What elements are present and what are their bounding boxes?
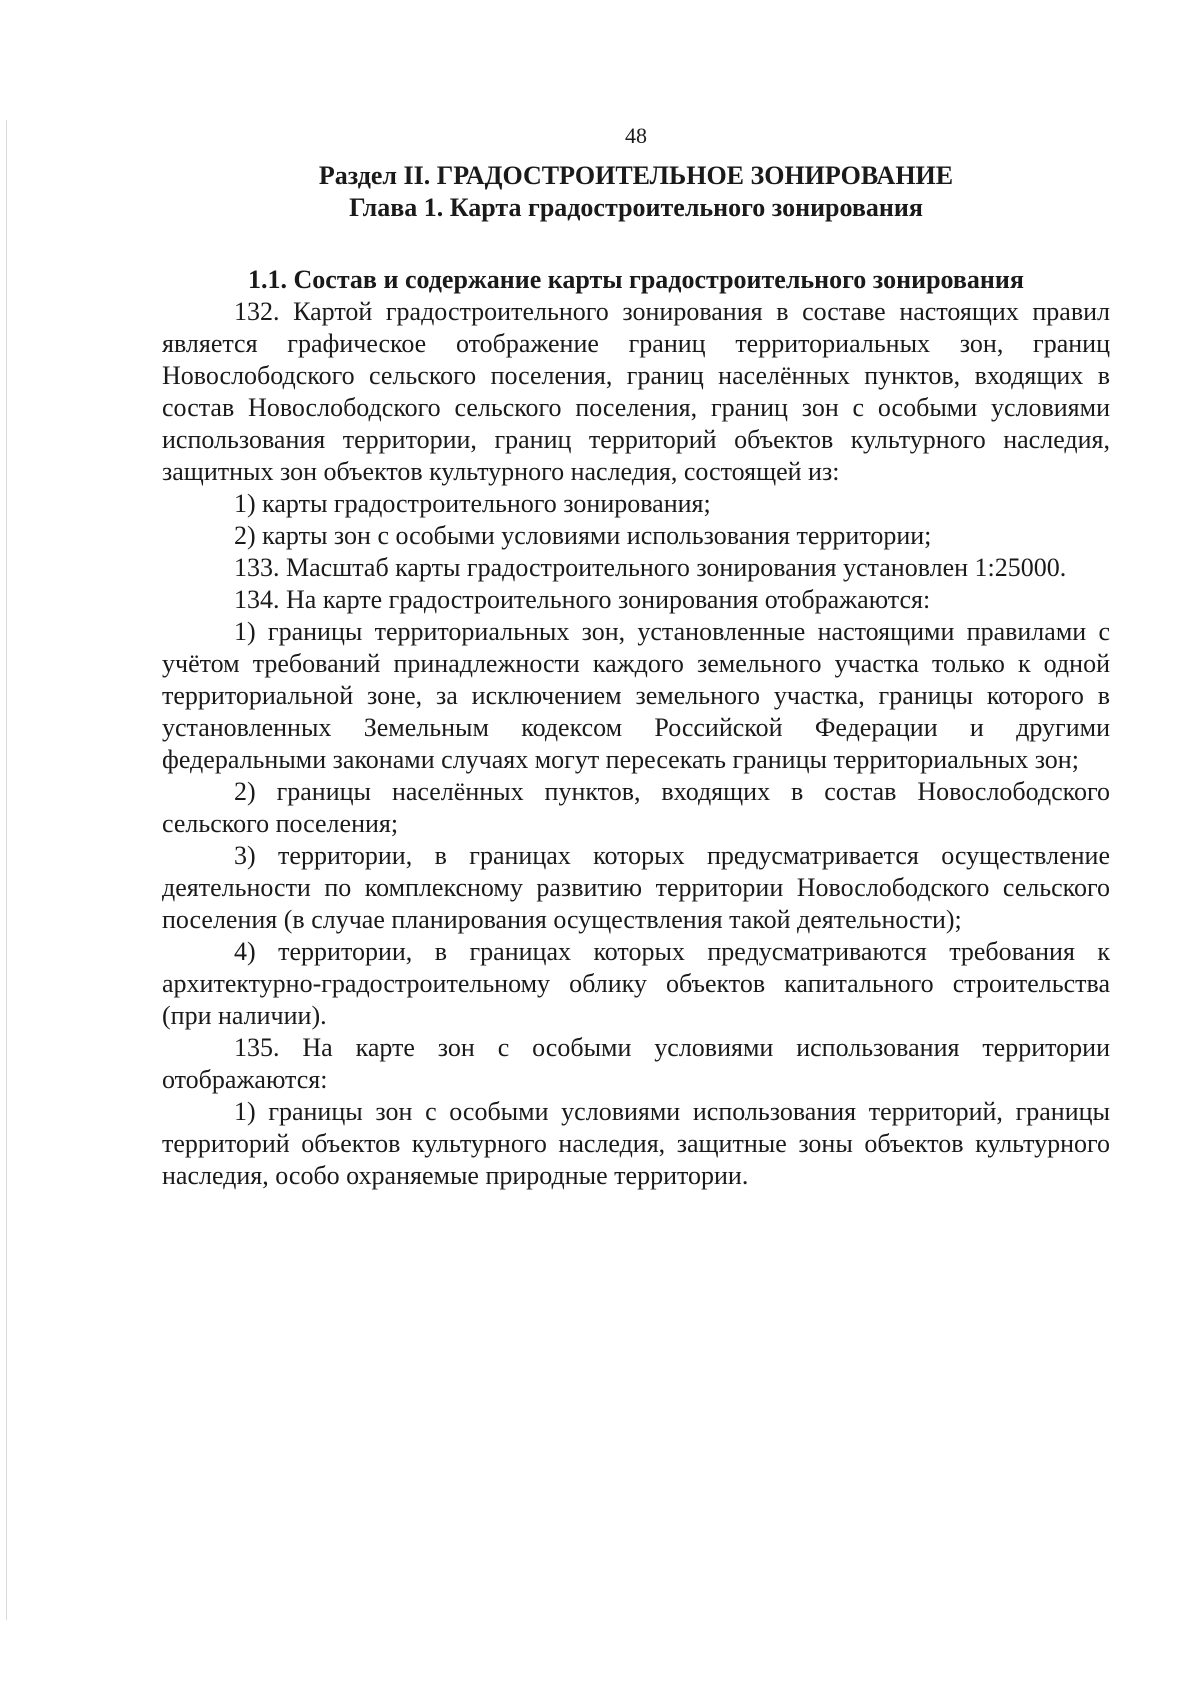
list-item-134-1: 1) границы территориальных зон, установленные настоящими правилами с учётом требований принадлежности каждого земельного участка только к одной территориальной зоне, за исключением земельного участка, границы которого в установленных Земельным кодексом Российской Федерации и другими федеральными законами случаях могут пересекать границы территориальных зон;: [162, 617, 1110, 774]
list-item-132-1: 1) карты градостроительного зонирования;: [234, 489, 711, 518]
section-title: Раздел II. ГРАДОСТРОИТЕЛЬНОЕ ЗОНИРОВАНИЕ: [318, 161, 954, 190]
list-item-134-3: 3) территории, в границах которых предусматривается осуществление деятельности по комплексному развитию территории Новослободского сельского поселения (в случае планирования осуществления такой деятельности);: [162, 841, 1110, 934]
paragraph-135: 135. На карте зон с особыми условиями использования территории отображаются:: [162, 1033, 1110, 1094]
list-item-134-4: 4) территории, в границах которых предусматриваются требования к архитектурно-градостроительному облику объектов капитального строительства (при наличии).: [162, 937, 1110, 1030]
paragraph-132: 132. Картой градостроительного зонирования в составе настоящих правил является графическое отображение границ территориальных зон, границ Новослободского сельского поселения, границ населённых пунктов, входящих в состав Новослободского сельского поселения, границ зон с особыми условиями использования территории, границ территорий объектов культурного наследия, защитных зон объектов культурного наследия, состоящей из:: [162, 297, 1110, 486]
list-item-135-1: 1) границы зон с особыми условиями использования территорий, границы территорий объектов культурного наследия, защитные зоны объектов культурного наследия, особо охраняемые природные территории.: [162, 1097, 1110, 1190]
list-item-132-2: 2) карты зон с особыми условиями использования территории;: [234, 521, 932, 550]
chapter-title: Глава 1. Карта градостроительного зонирования: [349, 193, 923, 222]
scan-margin-line: [6, 120, 7, 1620]
paragraph-134: 134. На карте градостроительного зонирования отображаются:: [234, 585, 931, 614]
page-number: 48: [625, 123, 647, 148]
document-page: [162, 120, 1110, 1192]
subsection-title: 1.1. Состав и содержание карты градостроительного зонирования: [248, 265, 1024, 294]
list-item-134-2: 2) границы населённых пунктов, входящих в состав Новослободского сельского поселения;: [162, 777, 1110, 838]
paragraph-133: 133. Масштаб карты градостроительного зонирования установлен 1:25000.: [234, 553, 1067, 582]
